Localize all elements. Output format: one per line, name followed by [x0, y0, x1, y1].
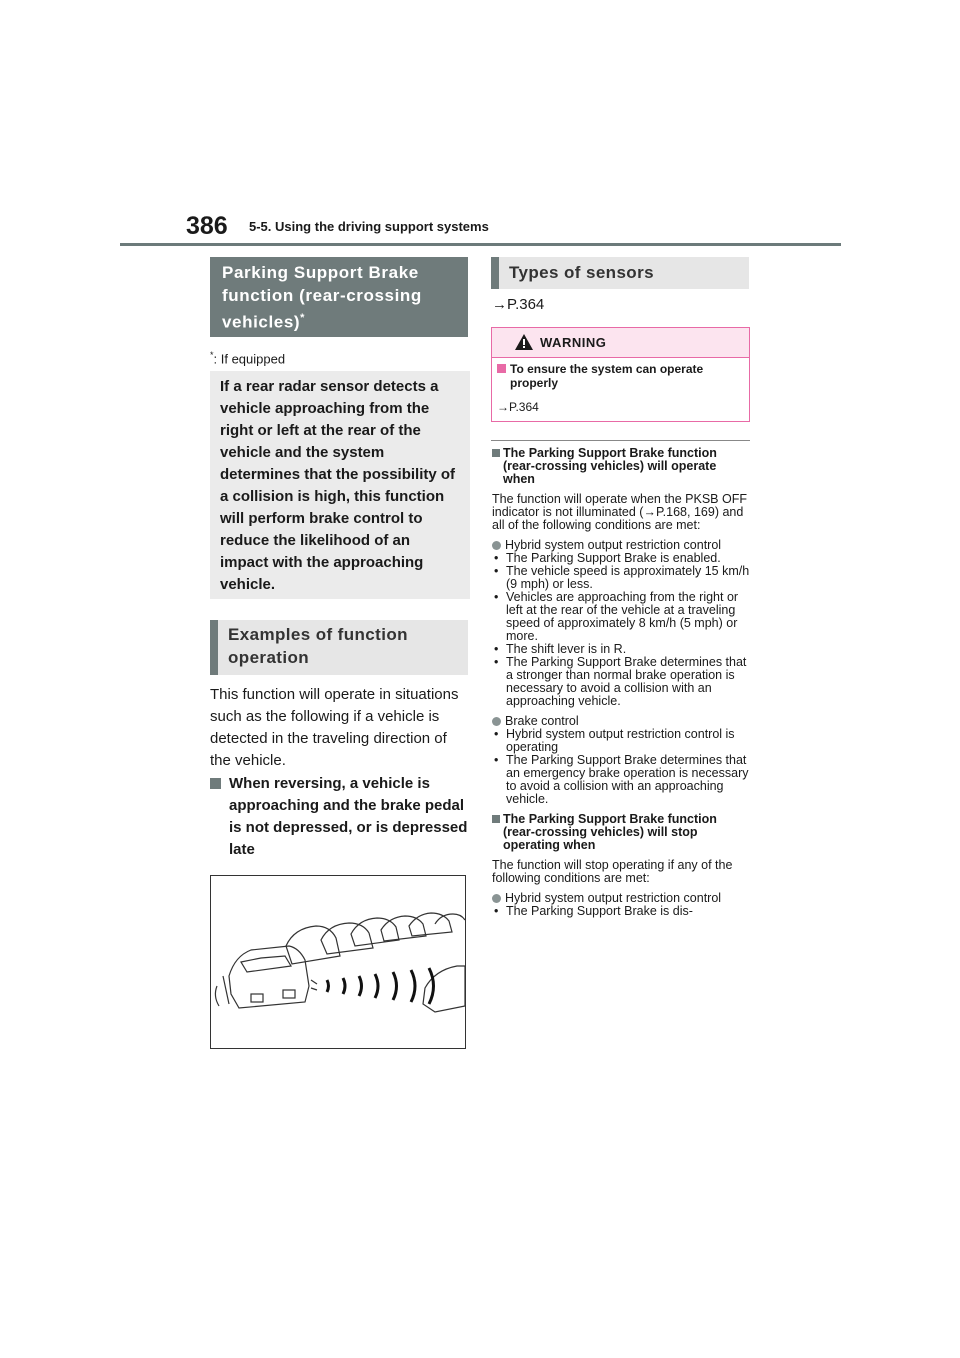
subheading-reversing	[210, 773, 470, 861]
subheading-text: When reversing, a vehicle is approaching and the brake pedal is not depressed, or is depressed late	[229, 775, 468, 858]
list-item-text: The Parking Support Brake is enabled.	[506, 551, 721, 565]
list-item-text: The Parking Support Brake is dis-	[506, 904, 693, 918]
round-bullet-icon	[492, 541, 501, 550]
stop-paragraph: The function will stop operating if any of the following conditions are met:	[492, 858, 733, 885]
square-bullet-icon	[492, 815, 500, 823]
list-item-text: The Parking Support Brake determines that an emergency brake operation is necessary to avoid a collision with an approaching vehicle.	[506, 753, 749, 806]
page-reference: →P.364	[492, 296, 545, 313]
round-bullet-icon	[492, 717, 501, 726]
square-bullet-icon	[497, 364, 506, 373]
section-heading-examples: Examples of function operation	[210, 620, 468, 675]
list-item-text: Hybrid system output restriction control is operating	[506, 727, 735, 754]
header-rule	[120, 243, 841, 246]
round-bullet-icon	[492, 894, 501, 903]
section-heading-asterisk: *	[300, 312, 306, 324]
list-item: • The Parking Support Brake determines that an emergency brake operation is necessary to avoid a collision with an approaching vehicle.	[494, 753, 749, 806]
warning-header	[492, 328, 749, 358]
footnote-asterisk: *	[210, 350, 214, 360]
divider	[491, 440, 750, 441]
intro-text: If a rear radar sensor detects a vehicle approaching from the right or left at the rear of the vehicle and the system determines that the possibility of a collision is high, this function will perform brake control to reduce the likelihood of an impact with the approaching vehicle.	[220, 378, 456, 593]
list-item: • The vehicle speed is approximately 15 km/h (9 mph) or less.	[494, 564, 750, 591]
section-heading-types-of-sensors: Types of sensors	[491, 257, 749, 289]
list-item: • The Parking Support Brake determines that a stronger than normal brake operation is necessary to avoid a collision with an approaching vehicle.	[494, 655, 747, 708]
intro-box	[210, 371, 470, 599]
subheading-operate	[492, 447, 750, 486]
body-paragraph: This function will operate in situations such as the following if a vehicle is detected in the traveling direction of the vehicle.	[210, 686, 459, 769]
square-bullet-icon	[210, 778, 221, 789]
subheading-operate-text: The Parking Support Brake function (rear-crossing vehicles) will operate when	[503, 446, 717, 486]
parking-lot-illustration	[211, 876, 465, 1048]
list-item-text: The Parking Support Brake determines that a stronger than normal brake operation is necessary to avoid a collision with an approaching vehicle.	[506, 655, 747, 708]
warning-item-text: To ensure the system can operate properly	[510, 362, 704, 390]
warning-item	[497, 362, 745, 390]
rear-crossing-illustration	[210, 875, 466, 1049]
section-heading-parking-support-brake	[210, 257, 468, 337]
bullet-text: Hybrid system output restriction control	[505, 538, 722, 552]
list-item: • Hybrid system output restriction control is operating	[494, 727, 735, 754]
list-item-text: The shift lever is in R.	[506, 642, 627, 656]
warning-box	[491, 327, 750, 422]
footnote	[210, 350, 285, 366]
list-item: • The Parking Support Brake is dis-	[494, 904, 693, 918]
list-item: • The Parking Support Brake is enabled.	[494, 551, 721, 565]
warning-triangle-icon	[515, 334, 533, 350]
subheading-stop	[492, 813, 750, 852]
list-item-text: The vehicle speed is approximately 15 km/h (9 mph) or less.	[506, 564, 750, 591]
list-item-text: Vehicles are approaching from the right or left at the rear of the vehicle at a traveling speed of approximately 8 km/h (5 mph) or more.	[506, 590, 739, 643]
operate-section	[492, 447, 750, 918]
list-item: • Vehicles are approaching from the right or left at the rear of the vehicle at a traveling speed of approximately 8 km/h (5 mph) or more.	[494, 590, 739, 643]
operate-paragraph: The function will operate when the PKSB OFF indicator is not illuminated (→P.168, 169) and all of the following conditions are met:	[492, 492, 747, 532]
warning-label: WARNING	[540, 335, 607, 350]
list-item: • The shift lever is in R.	[494, 642, 627, 656]
square-bullet-icon	[492, 449, 500, 457]
section-heading-text: Parking Support Brake function (rear-crossing vehicles)	[222, 263, 422, 332]
subheading-stop-text: The Parking Support Brake function (rear-crossing vehicles) will stop operating when	[503, 812, 717, 852]
warning-page-reference: →P.364	[497, 400, 539, 414]
bullet-text: Brake control	[505, 714, 579, 728]
bullet-text: Hybrid system output restriction control	[505, 891, 722, 905]
chapter-title: 5-5. Using the driving support systems	[249, 219, 489, 234]
page-number: 386	[186, 212, 228, 240]
footnote-text: : If equipped	[213, 351, 286, 367]
